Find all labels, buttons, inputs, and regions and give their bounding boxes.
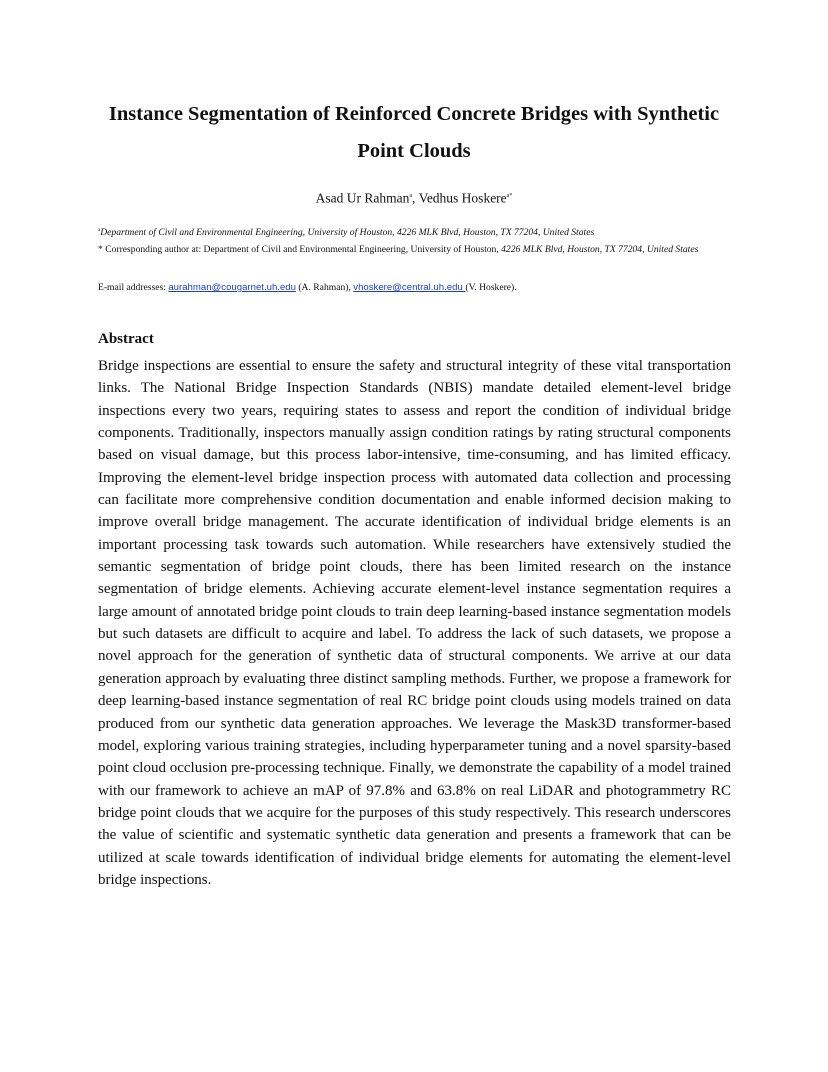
abstract-body: Bridge inspections are essential to ensure the safety and structural integrity of these vital transportation links. The National Bridge Inspection Standards (NBIS) mandate detailed element-level bridge inspections every two years, requiring states to assess and report the condition of individual bridge components. Traditionally, inspectors manually assign condition ratings by rating structural components based on visual damage, but this process labor-intensive, time-consuming, and has limited efficacy. Improving the element-level bridge inspection process with automated data collection and processing can facilitate more comprehensive condition documentation and enable informed decision making to improve overall bridge management. The accurate identification of individual bridge elements is an important processing task towards such automation. While researchers have extensively studied the semantic segmentation of bridge point clouds, there has been limited research on the instance segmentation of bridge elements. Achieving accurate element-level instance segmentation requires a large amount of annotated bridge point clouds to train deep learning-based instance segmentation models but such datasets are difficult to acquire and label. To address the lack of such datasets, we propose a novel approach for the generation of synthetic data of structural components. We arrive at our data generation approach by evaluating three distinct sampling methods. Further, we propose a framework for deep learning-based instance segmentation of real RC bridge point clouds using models trained on data produced from our synthetic data generation approaches. We leverage the Mask3D transformer-based model, exploring various training strategies, including hyperparameter tuning and a novel sparsity-based point cloud occlusion pre-processing technique. Finally, we demonstrate the capability of a model trained with our framework to achieve an mAP of 97.8% and 63.8% on real LiDAR and photogrammetry RC bridge point clouds that we acquire for the purposes of this study respectively. This research underscores the value of scientific and systematic synthetic data generation and presents a framework that can be utilized at scale towards identification of individual bridge elements for automating the element-level bridge inspections. <box>98 358 731 888</box>
author-mark-1: a <box>409 193 413 199</box>
author-mark-2: a* <box>506 193 513 199</box>
paper-title: Instance Segmentation of Reinforced Concrete Bridges with Synthetic Point Clouds <box>108 103 720 162</box>
email-name-hoskere: (V. Hoskere). <box>465 282 517 293</box>
affiliation-mark: a <box>98 228 101 233</box>
email-name-rahman: (A. Rahman), <box>295 282 354 293</box>
author-name-2: Vedhus Hoskere <box>418 190 507 206</box>
email-link-hoskere[interactable]: vhoskere@central.uh.edu <box>353 282 466 293</box>
email-link-rahman[interactable]: aurahman@cougarnet.uh.edu <box>168 282 296 293</box>
email-label: E-mail addresses: <box>98 282 169 293</box>
corresponding-address: 4226 MLK Blvd, Houston, TX 77204, United States <box>501 244 699 255</box>
author-separator: , <box>412 190 419 206</box>
corresponding-author <box>98 240 731 260</box>
abstract-heading: Abstract <box>98 331 154 347</box>
affiliation-text: Department of Civil and Environmental Engineering, University of Houston, 4226 MLK Blvd, Houston, TX 77204, United States <box>100 227 595 239</box>
corresponding-prefix: * Corresponding author at: Department of Civil and Environmental Engineering, University of Houston, <box>98 244 502 255</box>
author-line <box>98 186 730 209</box>
author-name-1: Asad Ur Rahman <box>315 190 410 206</box>
email-addresses <box>98 278 731 298</box>
